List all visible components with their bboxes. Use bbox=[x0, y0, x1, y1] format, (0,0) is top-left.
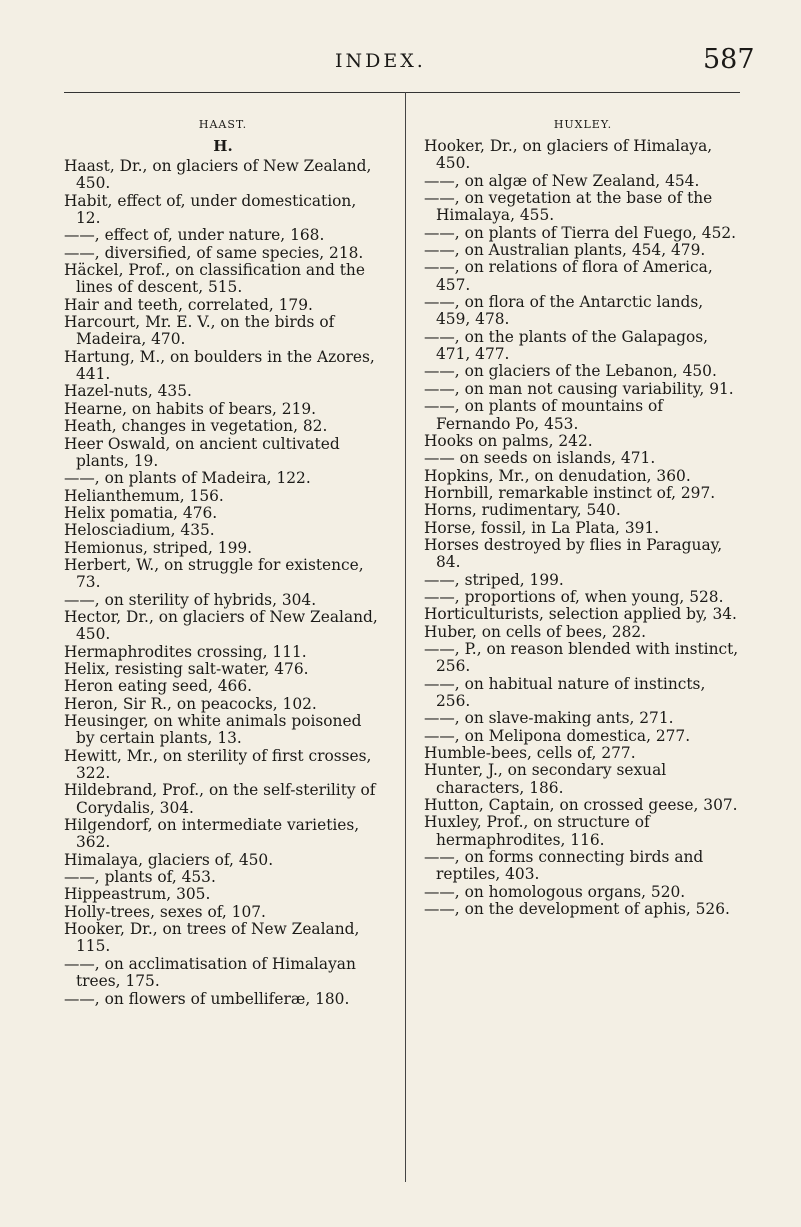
index-entry: ——, effect of, under nature, 168. bbox=[64, 226, 325, 245]
index-entry: Hildebrand, Prof., on the self-sterility of Corydalis, 304. bbox=[64, 781, 376, 817]
index-entry: ——, on homologous organs, 520. bbox=[424, 882, 686, 901]
page-header bbox=[0, 44, 801, 84]
index-entry: Holly-trees, sexes of, 107. bbox=[64, 902, 266, 921]
index-entry: ——, on algæ of New Zealand, 454. bbox=[424, 171, 700, 190]
index-entry: Hair and teeth, correlated, 179. bbox=[64, 295, 313, 314]
index-entry: Huber, on cells of bees, 282. bbox=[424, 622, 647, 641]
header-rule bbox=[64, 92, 740, 93]
index-entry: ——, on slave-making ants, 271. bbox=[424, 709, 674, 728]
index-entry: ——, on plants of mountains of Fernando Po, 453. bbox=[424, 397, 663, 433]
index-entry: Hartung, M., on boulders in the Azores, 441. bbox=[64, 347, 375, 384]
index-entry: Helix pomatia, 476. bbox=[64, 503, 218, 522]
right-entry-list bbox=[424, 138, 742, 918]
right-running-head: HUXLEY. bbox=[553, 118, 613, 131]
index-entry: ——, on flowers of umbelliferæ, 180. bbox=[64, 989, 350, 1008]
index-entry: Hilgendorf, on intermediate varieties, 362. bbox=[64, 816, 360, 852]
left-entry-list bbox=[64, 158, 382, 1008]
index-entry: Hooker, Dr., on trees of New Zealand, 115. bbox=[64, 920, 360, 956]
index-entry: Haast, Dr., on glaciers of New Zealand, 450. bbox=[64, 157, 372, 193]
index-entry: Hornbill, remarkable instinct of, 297. bbox=[424, 483, 716, 502]
index-entry: ——, on plants of Madeira, 122. bbox=[64, 469, 311, 488]
index-entry: ——, plants of, 453. bbox=[64, 868, 216, 887]
left-column bbox=[64, 118, 382, 1008]
index-entry: Hazel-nuts, 435. bbox=[64, 382, 192, 401]
page-number: 587 bbox=[703, 44, 755, 75]
index-entry: Heusinger, on white animals poisoned by certain plants, 13. bbox=[64, 712, 362, 748]
index-entry: Helosciadium, 435. bbox=[64, 521, 215, 540]
index-entry: ——, on glaciers of the Lebanon, 450. bbox=[424, 362, 717, 381]
index-entry: Horns, rudimentary, 540. bbox=[424, 501, 621, 520]
index-entry: Hopkins, Mr., on denudation, 360. bbox=[424, 466, 691, 485]
index-entry: —— on seeds on islands, 471. bbox=[424, 449, 656, 468]
index-entry: Heron eating seed, 466. bbox=[64, 677, 253, 696]
index-entry: ——, proportions of, when young, 528. bbox=[424, 587, 724, 606]
index-entry: Hearne, on habits of bears, 219. bbox=[64, 399, 317, 418]
index-entry: Himalaya, glaciers of, 450. bbox=[64, 850, 274, 869]
index-entry: Harcourt, Mr. E. V., on the birds of Madeira, 470. bbox=[64, 313, 335, 349]
index-entry: ——, on man not causing variability, 91. bbox=[424, 379, 734, 398]
index-entry: ——, on plants of Tierra del Fuego, 452. bbox=[424, 223, 737, 242]
index-entry: ——, on forms connecting birds and reptiles, 403. bbox=[424, 848, 704, 884]
index-entry: ——, P., on reason blended with instinct, 256. bbox=[424, 639, 739, 676]
index-entry: Heath, changes in vegetation, 82. bbox=[64, 417, 328, 436]
index-entry: Hunter, J., on secondary sexual characters, 186. bbox=[424, 761, 667, 797]
index-entry: Hewitt, Mr., on sterility of first crosses, 322. bbox=[64, 746, 372, 783]
index-entry: ——, striped, 199. bbox=[424, 570, 564, 589]
index-entry: ——, on Melipona domestica, 277. bbox=[424, 726, 691, 745]
page-title: INDEX. bbox=[335, 50, 426, 72]
index-entry: Hemionus, striped, 199. bbox=[64, 538, 253, 557]
index-entry: Hippeastrum, 305. bbox=[64, 885, 211, 904]
index-entry: Horses destroyed by flies in Paraguay, 84. bbox=[424, 535, 723, 572]
index-entry: Heron, Sir R., on peacocks, 102. bbox=[64, 694, 317, 713]
index-entry: Hector, Dr., on glaciers of New Zealand, 450. bbox=[64, 607, 378, 644]
index-entry: ——, on the development of aphis, 526. bbox=[424, 900, 730, 919]
section-letter: H. bbox=[213, 137, 233, 155]
index-entry: Humble-bees, cells of, 277. bbox=[424, 744, 636, 763]
index-entry: Habit, effect of, under domestication, 12. bbox=[64, 191, 357, 228]
index-entry: Hermaphrodites crossing, 111. bbox=[64, 642, 307, 661]
index-entry: Hooker, Dr., on glaciers of Himalaya, 450. bbox=[424, 137, 713, 173]
index-entry: Hooks on palms, 242. bbox=[424, 431, 593, 450]
column-divider bbox=[405, 92, 406, 1182]
index-entry: ——, on Australian plants, 454, 479. bbox=[424, 241, 706, 260]
index-entry: ——, diversified, of same species, 218. bbox=[64, 243, 364, 262]
index-entry: ——, on vegetation at the base of the Himalaya, 455. bbox=[424, 189, 713, 225]
index-entry: ——, on habitual nature of instincts, 256. bbox=[424, 674, 706, 710]
index-entry: Helix, resisting salt-water, 476. bbox=[64, 659, 309, 678]
index-entry: Hutton, Captain, on crossed geese, 307. bbox=[424, 796, 738, 815]
index-entry: Huxley, Prof., on structure of hermaphrodites, 116. bbox=[424, 813, 650, 849]
index-entry: Helianthemum, 156. bbox=[64, 486, 224, 505]
index-entry: Herbert, W., on struggle for existence, 73. bbox=[64, 555, 364, 592]
left-running-head: HAAST. bbox=[198, 118, 248, 131]
index-entry: ——, on the plants of the Galapagos, 471, 477. bbox=[424, 327, 709, 364]
index-entry: Horse, fossil, in La Plata, 391. bbox=[424, 518, 660, 537]
index-entry: Horticulturists, selection applied by, 34. bbox=[424, 605, 737, 624]
index-entry: Häckel, Prof., on classification and the lines of descent, 515. bbox=[64, 261, 365, 297]
right-column bbox=[424, 118, 742, 918]
index-entry: ——, on sterility of hybrids, 304. bbox=[64, 590, 317, 609]
index-entry: ——, on acclimatisation of Himalayan trees, 175. bbox=[64, 954, 356, 991]
index-entry: ——, on relations of flora of America, 457. bbox=[424, 258, 713, 294]
index-entry: Heer Oswald, on ancient cultivated plants, 19. bbox=[64, 434, 340, 470]
index-entry: ——, on flora of the Antarctic lands, 459, 478. bbox=[424, 293, 704, 329]
